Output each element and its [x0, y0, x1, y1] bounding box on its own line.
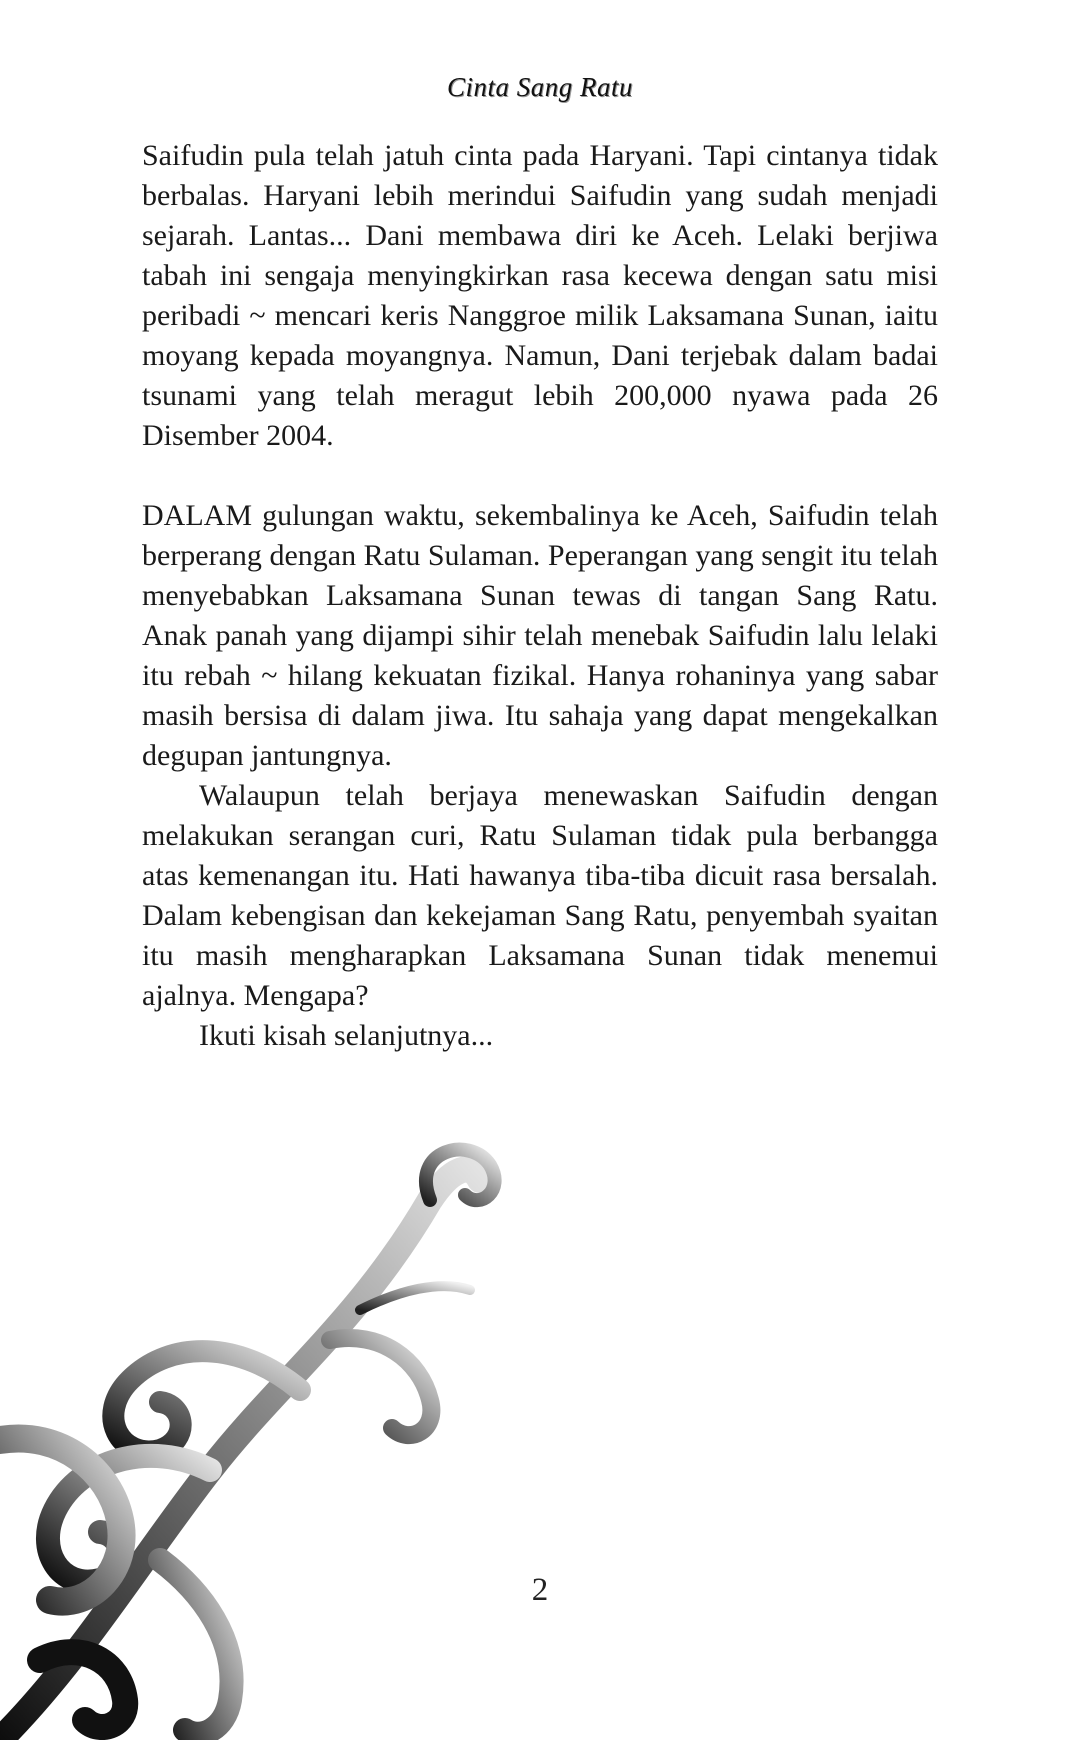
swirl-branch-upper [113, 1351, 300, 1451]
swirl-tip-right [360, 1286, 470, 1310]
running-header: Cinta Sang Ratu [446, 72, 633, 102]
paragraph-1: Saifudin pula telah jatuh cinta pada Haryani. Tapi cintanya tidak berbalas. Haryani lebih merindui Saifudin yang sudah menjadi sejarah. Lantas... Dani membawa diri ke Aceh. Lelaki berjiwa tabah ini sengaja menyingkirkan rasa kecewa dengan satu misi peribadi ~ mencari keris Nanggroe milik Laksamana Sunan, iaitu moyang kepada moyangnya. Namun, Dani terjebak dalam badai tsunami yang telah meragut lebih 200,000 nyawa pada 26 Disember 2004. [142, 139, 938, 452]
paragraph-2: DALAM gulungan waktu, sekembalinya ke Aceh, Saifudin telah berperang dengan Ratu Sulaman. Peperangan yang sengit itu telah menyebabkan Laksamana Sunan tewas di tangan Sang Ratu. Anak panah yang dijampi sihir telah menebak Saifudin lalu lelaki itu rebah ~ hilang kekuatan fizikal. Hanya rohaninya yang sabar masih bersisa di dalam jiwa. Itu sahaja yang dapat mengekalkan degupan jantungnya. [142, 499, 938, 772]
paragraph-4: Ikuti kisah selanjutnya... [199, 1019, 494, 1052]
page-number: 2 [531, 1572, 549, 1608]
swirl-leaf-right [330, 1338, 431, 1435]
swirl-branch-mid [48, 1456, 210, 1582]
page-body [142, 136, 938, 1056]
paragraph-3: Walaupun telah berjaya menewaskan Saifudin dengan melakukan serangan curi, Ratu Sulaman tidak pula berbangga atas kemenangan itu. Hati hawanya tiba-tiba dicuit rasa bersalah. Dalam kebengisan dan kekejaman Sang Ratu, penyembah syaitan itu masih mengharapkan Laksamana Sunan tidak menemui ajalnya. Mengapa? [142, 779, 938, 1012]
swirl-curl-low [40, 1652, 125, 1727]
swirl-curl-top [426, 1150, 495, 1201]
swirl-main-stem [0, 1170, 480, 1740]
swirl-ornament [0, 1140, 540, 1740]
